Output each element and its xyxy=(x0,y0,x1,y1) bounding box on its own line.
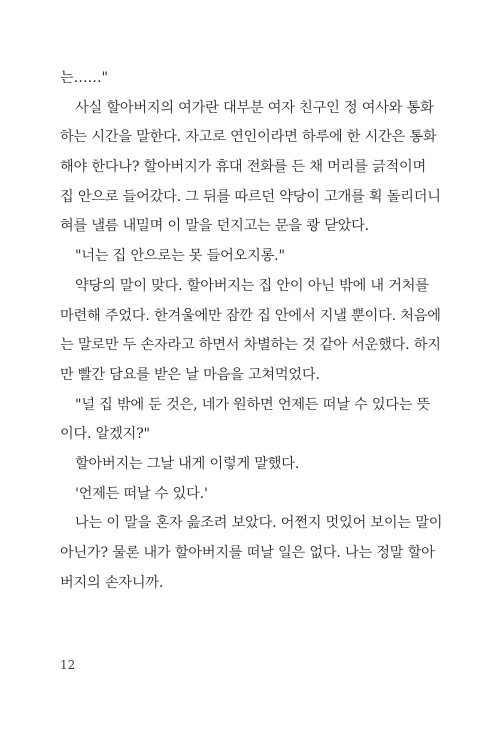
page-number: 12 xyxy=(60,658,76,672)
text-line: 약당의 말이 맞다. 할아버지는 집 안이 아닌 밖에 내 거처를 xyxy=(75,277,429,294)
text-line: "너는 집 안으로는 못 들어오지롱." xyxy=(75,248,285,265)
text-line: 나는 이 말을 혼자 읊조려 보았다. 어쩐지 멋있어 보이는 말이 xyxy=(75,515,443,532)
text-line: 는 말로만 두 손자라고 하면서 차별하는 것 같아 서운했다. 하지 xyxy=(60,337,441,354)
text-line: 버지의 손자니까. xyxy=(60,574,164,591)
body-text xyxy=(60,64,444,598)
text-line: 해야 한다나? 할아버지가 휴대 전화를 든 채 머리를 긁적이며 xyxy=(60,159,427,176)
text-line: 는……" xyxy=(60,70,108,86)
text-line: "널 집 밖에 둔 것은, 네가 원하면 언제든 떠날 수 있다는 뜻 xyxy=(75,396,431,413)
text-line: 만 빨간 담요를 받은 날 마음을 고쳐먹었다. xyxy=(60,366,320,383)
text-line: 아닌가? 물론 내가 할아버지를 떠날 일은 없다. 나는 정말 할아 xyxy=(60,545,435,561)
text-line: 이다. 알겠지?" xyxy=(60,426,150,443)
text-line: 집 안으로 들어갔다. 그 뒤를 따르던 약당이 고개를 획 돌리더니 xyxy=(60,188,441,205)
text-line: '언제든 떠날 수 있다.' xyxy=(75,485,208,502)
text-line: 마련해 주었다. 한겨울에만 잠깐 집 안에서 지낼 뿐이다. 처음에 xyxy=(60,307,441,324)
text-line: 하는 시간을 말한다. 자고로 연인이라면 하루에 한 시간은 통화 xyxy=(60,129,437,146)
text-line: 혀를 낼름 내밀며 이 말을 던지고는 문을 쾅 닫았다. xyxy=(60,218,369,235)
text-line: 사실 할아버지의 여가란 대부분 여자 친구인 정 여사와 통화 xyxy=(75,99,434,116)
text-line: 할아버지는 그날 내게 이렇게 말했다. xyxy=(75,455,300,472)
